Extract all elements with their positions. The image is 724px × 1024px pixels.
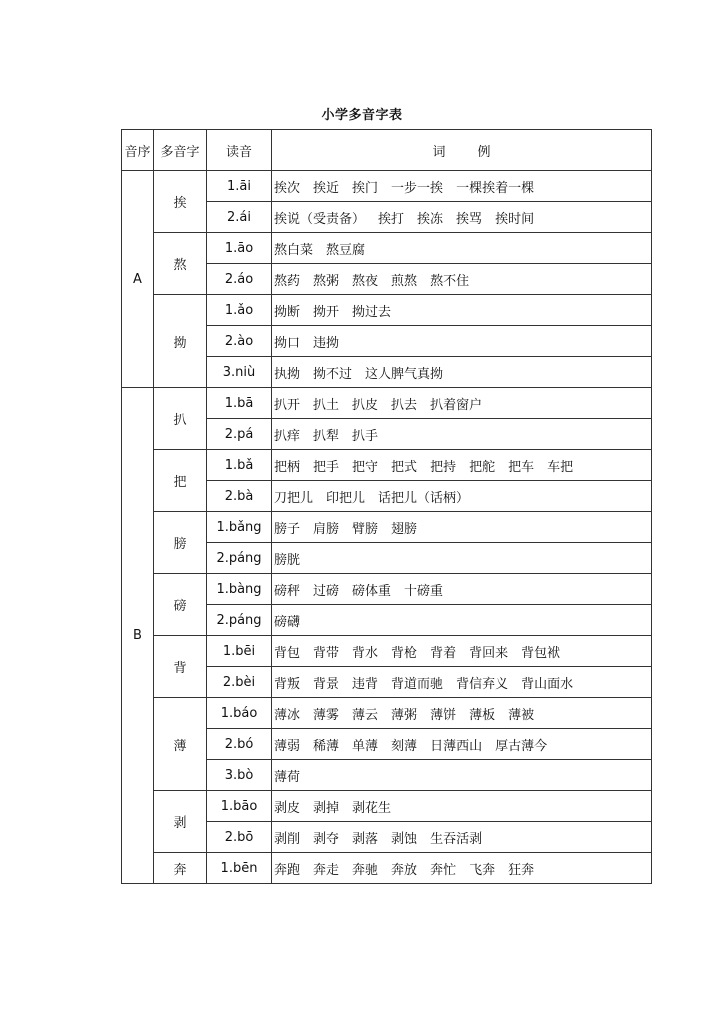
example-word: 拗开	[313, 304, 340, 320]
polyphone-char-cell: 拗	[154, 295, 207, 388]
reading-cell: 2.bō	[207, 822, 272, 853]
reading-cell: 2.bèi	[207, 667, 272, 698]
reading-cell: 2.ào	[207, 326, 272, 357]
example-word: 臂膀	[352, 521, 379, 537]
example-word: 剥蚀	[391, 831, 418, 847]
word-examples-cell	[272, 295, 652, 326]
example-word: 熬药	[274, 273, 301, 289]
example-word: 一棵挨着一棵	[456, 180, 535, 196]
example-word: 煎熬	[391, 273, 418, 289]
example-word: 日薄西山	[430, 738, 483, 754]
example-word: 薄雾	[313, 707, 340, 723]
example-word: 执拗	[274, 366, 301, 382]
reading-cell: 1.báo	[207, 698, 272, 729]
reading-cell: 1.bǎng	[207, 512, 272, 543]
table-row	[122, 171, 652, 202]
example-word: 薄饼	[430, 707, 457, 723]
example-word: 飞奔	[469, 862, 496, 878]
example-word: 背叛	[274, 676, 301, 692]
example-word: 挨骂	[456, 211, 483, 227]
reading-cell: 2.páng	[207, 543, 272, 574]
word-examples-cell	[272, 853, 652, 884]
example-word: 把式	[391, 459, 418, 475]
example-word: 剥掉	[313, 800, 340, 816]
table-row	[122, 574, 652, 605]
table-row	[122, 450, 652, 481]
example-word: 狂奔	[508, 862, 535, 878]
example-word: 背包袱	[521, 645, 561, 661]
word-examples-cell	[272, 574, 652, 605]
example-word: 车把	[547, 459, 574, 475]
example-word: 肩膀	[313, 521, 340, 537]
example-word: 单薄	[352, 738, 379, 754]
reading-cell: 1.ǎo	[207, 295, 272, 326]
polyphone-char-cell: 膀	[154, 512, 207, 574]
table-row	[122, 233, 652, 264]
example-word: 奔放	[391, 862, 418, 878]
example-word: 违背	[352, 676, 379, 692]
example-word: 薄粥	[391, 707, 418, 723]
seq-letter-cell: A	[122, 171, 154, 388]
polyphone-char-cell: 奔	[154, 853, 207, 884]
example-word: 背带	[313, 645, 340, 661]
example-word: 熬白菜	[274, 242, 314, 258]
example-word: 扒着窗户	[430, 397, 483, 413]
word-examples-cell	[272, 760, 652, 791]
example-word: 背包	[274, 645, 301, 661]
word-examples-cell	[272, 202, 652, 233]
example-word: 把柄	[274, 459, 301, 475]
reading-cell: 2.áo	[207, 264, 272, 295]
example-word: 熬夜	[352, 273, 379, 289]
example-word: 生吞活剥	[430, 831, 483, 847]
example-word: 扒犁	[313, 428, 340, 444]
word-examples-cell	[272, 543, 652, 574]
example-word: 剥花生	[352, 800, 392, 816]
example-word: 膀胱	[274, 552, 301, 568]
example-word: 熬豆腐	[326, 242, 366, 258]
word-examples-cell	[272, 326, 652, 357]
example-word: 背山面水	[521, 676, 574, 692]
polyphone-char-cell: 剥	[154, 791, 207, 853]
word-examples-cell	[272, 419, 652, 450]
example-word: 刻薄	[391, 738, 418, 754]
page-title: 小学多音字表	[321, 108, 403, 123]
table-header-row	[122, 130, 652, 171]
reading-cell: 1.āo	[207, 233, 272, 264]
example-word: 挨门	[352, 180, 379, 196]
polyphone-char-cell: 把	[154, 450, 207, 512]
example-word: 把持	[430, 459, 457, 475]
example-word: 十磅重	[404, 583, 444, 599]
reading-cell: 2.pá	[207, 419, 272, 450]
word-examples-cell	[272, 264, 652, 295]
word-examples-cell	[272, 357, 652, 388]
word-examples-cell	[272, 791, 652, 822]
example-word: 奔跑	[274, 862, 301, 878]
example-word: 扒去	[391, 397, 418, 413]
example-word: 奔走	[313, 862, 340, 878]
reading-cell: 3.bò	[207, 760, 272, 791]
example-word: 拗过去	[352, 304, 392, 320]
word-examples-cell	[272, 667, 652, 698]
example-word: 扒开	[274, 397, 301, 413]
polyphone-table	[121, 129, 652, 884]
example-word: 挨冻	[417, 211, 444, 227]
example-word: 薄板	[469, 707, 496, 723]
example-word: 翅膀	[391, 521, 418, 537]
example-word: 剥削	[274, 831, 301, 847]
example-word: 扒手	[352, 428, 379, 444]
example-word: 薄荷	[274, 769, 301, 785]
example-word: 熬不住	[430, 273, 470, 289]
reading-cell: 2.páng	[207, 605, 272, 636]
example-word: 拗不过	[313, 366, 353, 382]
example-word: 把车	[508, 459, 535, 475]
example-word: 话把儿（话柄）	[378, 490, 470, 506]
word-examples-cell	[272, 729, 652, 760]
example-word: 一步一挨	[391, 180, 444, 196]
example-word: 薄弱	[274, 738, 301, 754]
example-word: 剥夺	[313, 831, 340, 847]
example-word: 薄冰	[274, 707, 301, 723]
polyphone-char-cell: 挨	[154, 171, 207, 233]
example-word: 扒痒	[274, 428, 301, 444]
polyphone-char-cell: 背	[154, 636, 207, 698]
reading-cell: 1.bàng	[207, 574, 272, 605]
example-word: 过磅	[313, 583, 340, 599]
word-examples-cell	[272, 388, 652, 419]
table-row	[122, 791, 652, 822]
word-examples-cell	[272, 450, 652, 481]
example-word: 背枪	[391, 645, 418, 661]
table-row	[122, 295, 652, 326]
example-word: 把守	[352, 459, 379, 475]
example-word: 挨说（受责备）	[274, 211, 366, 227]
reading-cell: 1.bēn	[207, 853, 272, 884]
example-word: 挨时间	[495, 211, 535, 227]
table-body	[122, 171, 652, 884]
example-word: 剥落	[352, 831, 379, 847]
example-word: 磅体重	[352, 583, 392, 599]
example-word: 磅秤	[274, 583, 301, 599]
table-row	[122, 698, 652, 729]
reading-cell: 2.bà	[207, 481, 272, 512]
table-row	[122, 512, 652, 543]
example-word: 背道而驰	[391, 676, 444, 692]
example-word: 印把儿	[326, 490, 366, 506]
example-word: 膀子	[274, 521, 301, 537]
example-word: 磅礴	[274, 614, 301, 630]
example-word: 挨次	[274, 180, 301, 196]
word-examples-cell	[272, 512, 652, 543]
word-examples-cell	[272, 233, 652, 264]
example-word: 奔忙	[430, 862, 457, 878]
table-row	[122, 853, 652, 884]
header-words: 词 例	[272, 130, 652, 171]
reading-cell: 1.bēi	[207, 636, 272, 667]
example-word: 挨打	[378, 211, 405, 227]
word-examples-cell	[272, 171, 652, 202]
example-word: 薄云	[352, 707, 379, 723]
reading-cell: 1.āi	[207, 171, 272, 202]
reading-cell: 1.bǎ	[207, 450, 272, 481]
example-word: 把手	[313, 459, 340, 475]
example-word: 扒土	[313, 397, 340, 413]
example-word: 背水	[352, 645, 379, 661]
polyphone-char-cell: 薄	[154, 698, 207, 791]
example-word: 背着	[430, 645, 457, 661]
example-word: 把舵	[469, 459, 496, 475]
word-examples-cell	[272, 481, 652, 512]
example-word: 熬粥	[313, 273, 340, 289]
example-word: 拗断	[274, 304, 301, 320]
example-word: 薄被	[508, 707, 535, 723]
reading-cell: 1.bā	[207, 388, 272, 419]
example-word: 扒皮	[352, 397, 379, 413]
word-examples-cell	[272, 605, 652, 636]
example-word: 这人脾气真拗	[365, 366, 444, 382]
example-word: 稀薄	[313, 738, 340, 754]
example-word: 背景	[313, 676, 340, 692]
header-seq: 音序	[122, 130, 154, 171]
table-row	[122, 636, 652, 667]
example-word: 挨近	[313, 180, 340, 196]
example-word: 刀把儿	[274, 490, 314, 506]
reading-cell: 2.ái	[207, 202, 272, 233]
seq-letter-cell: B	[122, 388, 154, 884]
table-row	[122, 388, 652, 419]
example-word: 背回来	[469, 645, 509, 661]
reading-cell: 1.bāo	[207, 791, 272, 822]
example-word: 拗口	[274, 335, 301, 351]
polyphone-char-cell: 熬	[154, 233, 207, 295]
example-word: 奔驰	[352, 862, 379, 878]
word-examples-cell	[272, 636, 652, 667]
polyphone-char-cell: 磅	[154, 574, 207, 636]
word-examples-cell	[272, 822, 652, 853]
example-word: 违拗	[313, 335, 340, 351]
example-word: 厚古薄今	[495, 738, 548, 754]
word-examples-cell	[272, 698, 652, 729]
reading-cell: 2.bó	[207, 729, 272, 760]
polyphone-char-cell: 扒	[154, 388, 207, 450]
header-reading: 读音	[207, 130, 272, 171]
example-word: 背信弃义	[456, 676, 509, 692]
example-word: 剥皮	[274, 800, 301, 816]
reading-cell: 3.niù	[207, 357, 272, 388]
header-char: 多音字	[154, 130, 207, 171]
